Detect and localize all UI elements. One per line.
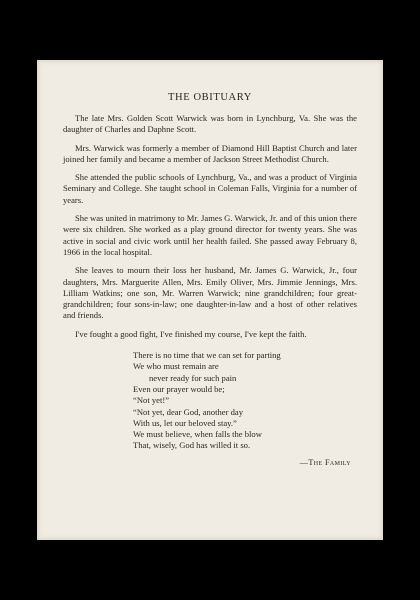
poem-line: We must believe, when falls the blow (133, 429, 262, 440)
poem-line: never ready for such pain (149, 372, 237, 383)
poem-line: With us, let our beloved stay.” (133, 417, 237, 428)
signature-text: —The Family (299, 457, 351, 467)
page-title: THE OBITUARY (168, 92, 252, 103)
paragraph-education: She attended the public schools of Lynchburg, Va., and was a product of Virginia Seminary and College. She taught school in Coleman Falls, Virginia for a number of years. (63, 172, 357, 205)
poem-line: There is no time that we can set for parting (133, 350, 281, 361)
paragraph-birth: The late Mrs. Golden Scott Warwick was born in Lynchburg, Va. She was the daughter of Charles and Daphne Scott. (63, 113, 357, 135)
poem-line: That, wisely, God has willed it so. (133, 440, 251, 451)
poem-line: We who must remain are (133, 361, 219, 372)
paragraph-marriage: She was united in matrimony to Mr. James G. Warwick, Jr. and of this union there were six children. She worked as a play ground director for twenty years. She was active in social and civic work until her health failed. She passed away February 8, 1966 in the local hospital. (63, 213, 357, 257)
paragraph-survivors: She leaves to mourn their loss her husband, Mr. James G. Warwick, Jr., four daughters, Mrs. Marguerite Allen, Mrs. Emily Oliver, Mrs. Jimmie Jennings, Mrs. Lilliam Watkins; one son, Mr. Warren Warwick; nine grandchildren; four great-grandchildren; four sons-in-law; one daughter-in-law and a host of other relatives and friends. (63, 265, 357, 321)
poem-line: “Not yet!” (133, 395, 170, 406)
obituary-page (37, 60, 383, 540)
paragraph-faith: I've fought a good fight, I've finished my course, I've kept the faith. (75, 328, 307, 339)
poem-line: Even our prayer would be; (133, 383, 225, 394)
poem-line: “Not yet, dear God, another day (133, 406, 244, 417)
paragraph-church: Mrs. Warwick was formerly a member of Diamond Hill Baptist Church and later joined her family and became a member of Jackson Street Methodist Church. (63, 142, 357, 164)
signature (63, 458, 351, 467)
poem (133, 350, 357, 452)
